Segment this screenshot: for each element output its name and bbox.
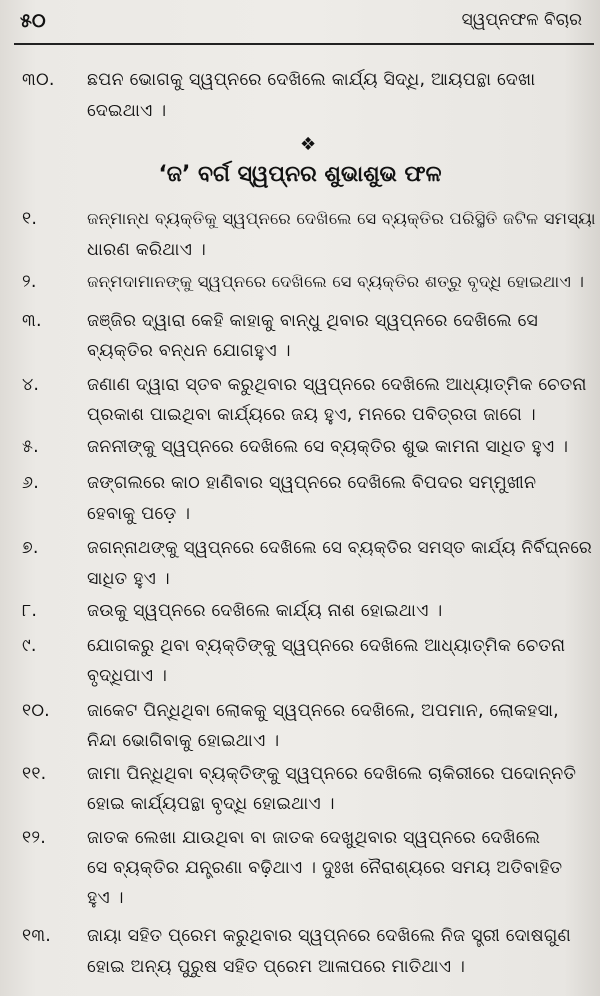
item-text: ପ୍ରକାଶ ପାଇଥିବା କାର୍ଯ୍ୟରେ ଜୟ ହୁଏ, ମନରେ ପବିତ୍ରତା ଜାଗେ ।	[87, 405, 536, 425]
item-number: ୧୦.	[22, 701, 50, 721]
item-text: ଜାତକ ଲେଖା ଯାଉଥିବା ବା ଜାତକ ଦେଖୁଥିବାର ସ୍ୱପ୍ନରେ ଦେଖିଲେ	[87, 828, 541, 848]
item-text: ଜାକେଟ ପିନ୍ଧିଥିବା ଲୋକକୁ ସ୍ୱପ୍ନରେ ଦେଖିଲେ, ଅପମାନ, ଲୋକହସା,	[87, 701, 559, 721]
running-title: ସ୍ୱପ୍ନଫଳ ବିଚାର	[461, 10, 582, 30]
item-text: ହୁଏ ।	[87, 888, 124, 908]
item-text: ନିନ୍ଦା ଭୋଗିବାକୁ ହୋଇଥାଏ ।	[87, 731, 280, 751]
item-number: ୧୨.	[22, 828, 46, 848]
item-text: ହେବାକୁ ପଡ଼େ ।	[87, 504, 191, 524]
item-text: ଜଙ୍ଗଲରେ କାଠ ହାଣିବାର ସ୍ୱପ୍ନରେ ଦେଖିଲେ ବିପଦର ସମ୍ମୁଖୀନ	[87, 473, 537, 493]
item-number: ୫.	[22, 437, 39, 457]
item-number: ୯.	[22, 636, 37, 656]
item-text: ଜନ୍ମାନ୍ଧ ବ୍ୟକ୍ତିକୁ ସ୍ୱପ୍ନରେ ଦେଖିଲେ ସେ ବ୍ୟକ୍ତିର ପରିସ୍ଥିତି ଜଟିଳ ସମସ୍ୟା	[87, 209, 596, 228]
item-number: ୭.	[22, 538, 39, 558]
intro-item-number: ୩୦.	[22, 70, 55, 90]
item-number: ୧୧.	[22, 764, 47, 784]
item-text: ଜନନୀଙ୍କୁ ସ୍ୱପ୍ନରେ ଦେଖିଲେ ସେ ବ୍ୟକ୍ତିର ଶୁଭ କାମନା ସାଧିତ ହୁଏ ।	[87, 437, 569, 457]
item-text: ଜନ୍ମଦାମାନଙ୍କୁ ସ୍ୱପ୍ନରେ ଦେଖିଲେ ସେ ବ୍ୟକ୍ତିର ଶତ୍ରୁ ବୃଦ୍ଧି ହୋଇଥାଏ ।	[87, 272, 585, 291]
item-number: ୪.	[22, 375, 40, 395]
item-text: ଜଗନ୍ନାଥଙ୍କୁ ସ୍ୱପ୍ନରେ ଦେଖିଲେ ସେ ବ୍ୟକ୍ତିର ସମସ୍ତ କାର୍ଯ୍ୟ ନିର୍ବିଘ୍ନରେ	[87, 538, 592, 558]
item-text: ବ୍ୟକ୍ତିର ବନ୍ଧନ ଯୋଗହୁଏ ।	[87, 341, 291, 361]
item-number: ୧.	[22, 209, 38, 229]
section-heading: ‘ଜ’ ବର୍ଗ ସ୍ୱପ୍ନର ଶୁଭାଶୁଭ ଫଳ	[158, 162, 442, 187]
item-text: ଜଞ୍ଜିର ଦ୍ୱାରା କେହି କାହାକୁ ବାନ୍ଧୁ ଥିବାର ସ୍ୱପ୍ନରେ ଦେଖିଲେ ସେ	[87, 311, 538, 331]
item-number: ୧୩.	[22, 926, 52, 946]
item-text: ଜାମା ପିନ୍ଧିଥିବା ବ୍ୟକ୍ତିଙ୍କୁ ସ୍ୱପ୍ନରେ ଦେଖିଲେ ଚାକିରୀରେ ପଦୋନ୍ନତି	[87, 764, 577, 784]
item-number: ୨.	[22, 272, 37, 292]
intro-item-text: ଛପନ ଭୋଗକୁ ସ୍ୱପ୍ନରେ ଦେଖିଲେ କାର୍ଯ୍ୟ ସିଦ୍ଧି, ଆୟପନ୍ଥା ଦେଖା	[87, 70, 536, 90]
item-text: ଯୋଗକରୁ ଥିବା ବ୍ୟକ୍ତିଙ୍କୁ ସ୍ୱପ୍ନରେ ଦେଖିଲେ ଆଧ୍ୟାତ୍ମିକ ଚେତନା	[87, 636, 566, 656]
intro-item-text: ଦେଇଥାଏ ।	[87, 101, 167, 121]
page-header	[0, 0, 600, 44]
item-text: ଜଉକୁ ସ୍ୱପ୍ନରେ ଦେଖିଲେ କାର୍ଯ୍ୟ ନାଶ ହୋଇଥାଏ ।	[87, 601, 443, 621]
item-text: ହୋଇ ଅନ୍ୟ ପୁରୁଷ ସହିତ ପ୍ରେମ ଆଳାପରେ ମାତିଥାଏ ।	[87, 957, 466, 977]
item-text: ସେ ବ୍ୟକ୍ତିର ଯନ୍ତ୍ରଣା ବଢ଼ିଥାଏ । ଦୁଃଖ ନୈରାଶ୍ୟରେ ସମୟ ଅତିବାହିତ	[87, 858, 563, 878]
item-text: ସାଧିତ ହୁଏ ।	[87, 569, 170, 589]
item-text: ଧାରଣ କରିଥାଏ ।	[87, 240, 206, 260]
page-number: ୫୦	[20, 10, 46, 32]
header-rule	[14, 43, 594, 45]
item-text: ଜାୟା ସହିତ ପ୍ରେମ କରୁଥିବାର ସ୍ୱପ୍ନରେ ଦେଖିଲେ ନିଜ ସ୍ତ୍ରୀ ଦୋଷଗୁଣ	[87, 926, 571, 946]
item-text: ଜଣାଣ ଦ୍ୱାରା ସ୍ତବ କରୁଥିବାର ସ୍ୱପ୍ନରେ ଦେଖିଲେ ଆଧ୍ୟାତ୍ମିକ ଚେତନା	[87, 375, 587, 395]
ornament-icon: ❖	[300, 134, 317, 155]
item-text: ବୃଦ୍ଧିପାଏ ।	[87, 666, 168, 686]
item-number: ୬.	[22, 473, 39, 493]
item-text: ହୋଇ କାର୍ଯ୍ୟପନ୍ଥା ବୃଦ୍ଧି ହୋଇଥାଏ ।	[87, 794, 335, 814]
item-number: ୩.	[22, 311, 42, 331]
item-number: ୮.	[22, 601, 38, 621]
